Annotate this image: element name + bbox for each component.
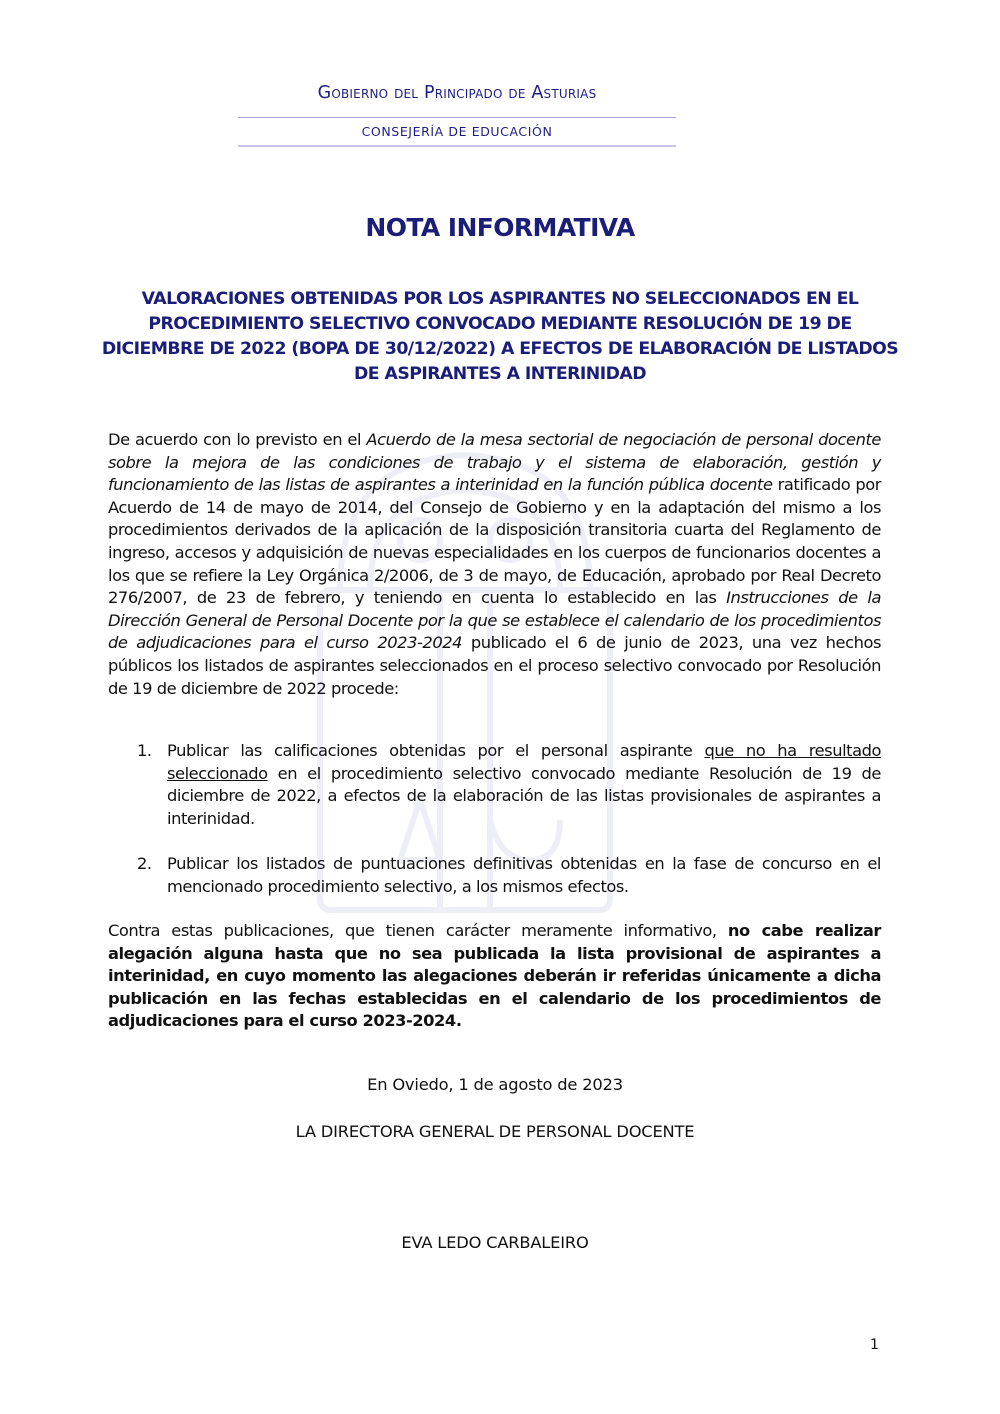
closing-bold-text: no cabe realizar alegación alguna hasta que no sea publicada la lista provisional de aspirantes a interinidad, en cuyo momento las alegaciones deberán ir referidas únicamente a dicha publicación en las fechas establecidas en el calendario de los procedimientos de adjudicaciones para el curso 2023-2024. [108,921,881,1031]
signer-name: EVA LEDO CARBALEIRO [401,1233,589,1252]
intro-paragraph [108,429,881,700]
list-item-underlined: que no ha resultado seleccionado [167,741,882,783]
intro-text-3: publicado el 6 de junio de 2023, una vez hechos públicos los listados de aspirantes seleccionados en el proceso selectivo convocado por Resolución de 19 de diciembre de 2022 procede: [108,633,881,698]
list-item [108,740,881,830]
list-item-number: 1. [137,741,152,760]
document-title: NOTA INFORMATIVA [365,213,635,242]
list-item-text: Publicar las calificaciones obtenidas por el personal aspirante [167,741,705,760]
list-item-number: 2. [137,854,152,874]
page-number: 1 [870,1337,879,1353]
closing-text: Contra estas publicaciones, que tienen carácter meramente informativo, [108,921,728,940]
intro-italic-instructions: Instrucciones de la Dirección General de Personal Docente por la que se establece el calendario de los procedimientos de adjudicaciones para el curso 2023-2024 [108,588,882,653]
document-subtitle: VALORACIONES OBTENIDAS POR LOS ASPIRANTES NO SELECCIONADOS EN EL PROCEDIMIENTO SELECTIVO CONVOCADO MEDIANTE RESOLUCIÓN DE 19 DE DICIEMBRE DE 2022 (BOPA DE 30/12/2022) A EFECTOS DE ELABORACIÓN DE LISTADOS DE ASPIRANTES A INTERINIDAD [101,289,899,384]
government-name: Gobierno del Principado de Asturias [317,83,597,103]
list-item-text: Publicar los listados de puntuaciones definitivas obtenidas en la fase de concurso en el mencionado procedimiento selectivo, a los mismos efectos. [167,854,881,896]
department-name: CONSEJERÍA DE EDUCACIÓN [361,124,553,139]
list-item-text-after: en el procedimiento selectivo convocado mediante Resolución de 19 de diciembre de 2022, a efectos de la elaboración de las listas provisionales de aspirantes a interinidad. [167,763,881,828]
intro-text-1: De acuerdo con lo previsto en el [108,430,367,449]
header-divider [238,117,676,118]
intro-italic-agreement: Acuerdo de la mesa sectorial de negociación de personal docente sobre la mejora de las condiciones de trabajo y el sistema de elaboración, gestión y funcionamiento de las listas de aspirantes a interinidad en la función pública docente [108,430,881,495]
closing-paragraph [108,920,881,1033]
list-item [108,853,881,898]
intro-text-2: ratificado por Acuerdo de 14 de mayo de 2014, del Consejo de Gobierno y en la adaptación del mismo a los procedimientos derivados de la aplicación de la disposición transitoria cuarta del Reglamento de ingreso, accesos y adquisición de nuevas especialidades en los cuerpos de funcionarios docentes a los que se refiere la Ley Orgánica 2/2006, de 3 de mayo, de Educación, aprobado por Real Decreto 276/2007, de 23 de febrero, y teniendo en cuenta lo establecido en las [108,475,881,608]
action-list [108,740,881,899]
signer-role: LA DIRECTORA GENERAL DE PERSONAL DOCENTE [295,1122,695,1141]
header-divider-bottom [238,145,676,147]
letterhead [238,80,676,147]
place-date: En Oviedo, 1 de agosto de 2023 [367,1075,623,1094]
